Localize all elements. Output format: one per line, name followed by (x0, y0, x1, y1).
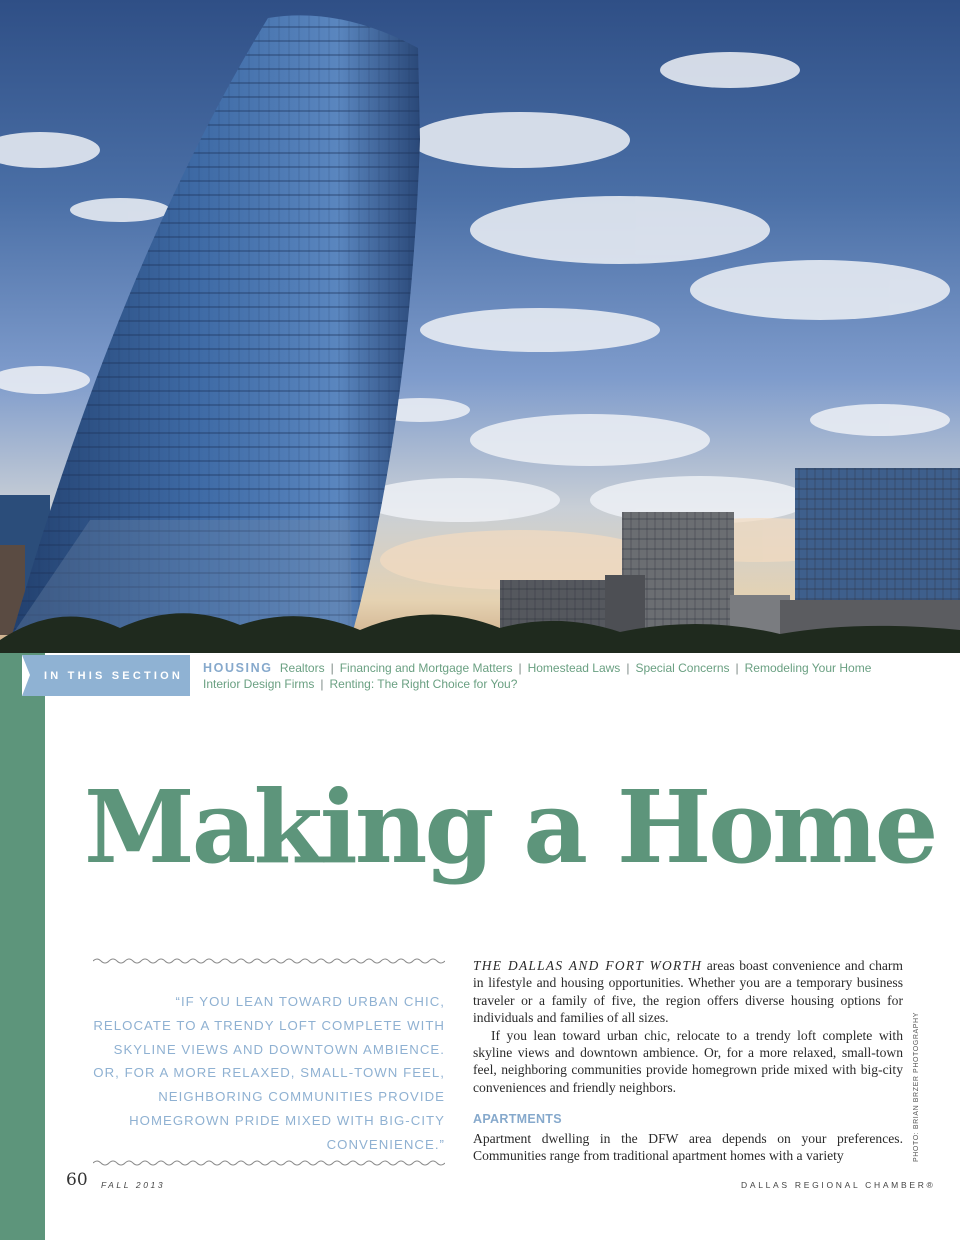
link-renting[interactable]: Renting: The Right Choice for You? (329, 677, 518, 691)
paragraph-apartments: Apartment dwelling in the DFW area depends on your preferences. Communities range from traditional apartment homes with a variety (473, 1130, 903, 1164)
publisher-label: DALLAS REGIONAL CHAMBER® (741, 1180, 936, 1190)
link-separator: | (320, 677, 324, 691)
side-accent-band (0, 653, 45, 1240)
article-headline: Making a Home (84, 768, 936, 886)
page-number: 60 (66, 1170, 88, 1190)
paragraph-intro (473, 957, 903, 1027)
section-category: HOUSING (203, 661, 273, 675)
pull-quote-rule-top (93, 956, 445, 966)
issue-label: FALL 2013 (101, 1180, 166, 1190)
link-separator: | (518, 661, 522, 675)
section-tab-label: IN THIS SECTION (44, 669, 184, 682)
main-tower (12, 15, 420, 635)
link-homestead-laws[interactable]: Homestead Laws (527, 661, 621, 675)
link-remodeling[interactable]: Remodeling Your Home (744, 661, 872, 675)
link-realtors[interactable]: Realtors (279, 661, 325, 675)
link-financing[interactable]: Financing and Mortgage Matters (339, 661, 513, 675)
link-separator: | (735, 661, 739, 675)
pull-quote: “IF YOU LEAN TOWARD URBAN CHIC, RELOCATE TO A TRENDY LOFT COMPLETE WITH SKYLINE VIEWS AND DOWNTOWN AMBIENCE. OR, FOR A MORE RELAXED, SMALL-TOWN FEEL, NEIGHBORING COMMUNITIES PROVIDE HOMEGROWN PRIDE MIXED WITH BIG-CITY CONVENIENCE.” (93, 994, 445, 1152)
link-separator: | (330, 661, 334, 675)
lead-in: THE DALLAS AND FORT WORTH (473, 958, 703, 973)
paragraph-urban: If you lean toward urban chic, relocate to a trendy loft complete with skyline views and downtown ambience. Or, for a more relaxed, small-town feel, neighboring communities provide homegrown pride mixed with big-city conveniences and friendly neighbors. (473, 1027, 903, 1095)
link-separator: | (626, 661, 630, 675)
subhead-apartments: APARTMENTS (473, 1112, 562, 1127)
pull-quote-rule-bottom (93, 1158, 445, 1168)
section-links (203, 660, 923, 692)
link-interior-design[interactable]: Interior Design Firms (203, 677, 315, 691)
photo-credit: PHOTO: BRIAN BRZER PHOTOGRAPHY (913, 1012, 920, 1162)
section-tab (22, 655, 190, 696)
article-body (473, 957, 903, 1164)
intro-text: areas boast convenience and charm in lifestyle and housing opportunities. Whether you are a temporary business traveler or a family of five, the region offers diverse housing options for individuals and families of all sizes. (473, 958, 904, 1026)
link-special-concerns[interactable]: Special Concerns (635, 661, 730, 675)
